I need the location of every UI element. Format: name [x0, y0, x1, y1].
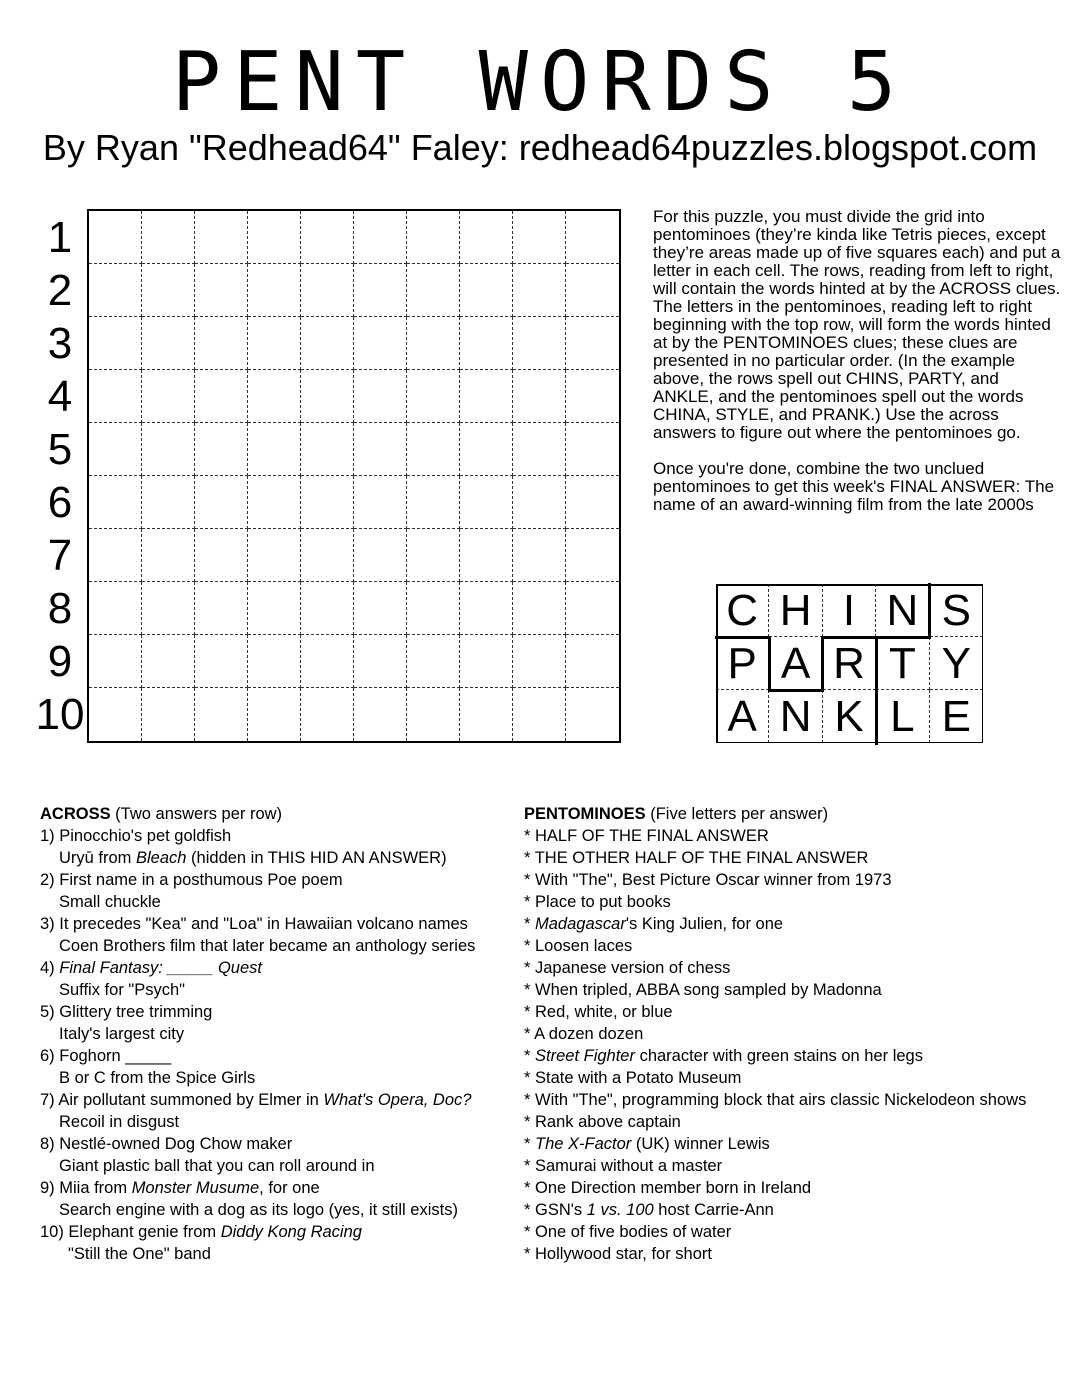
grid-cell[interactable]	[354, 264, 407, 317]
clue-text: * Samurai without a master	[524, 1157, 723, 1175]
grid-cell[interactable]	[89, 423, 142, 476]
clue-text: 6) Foghorn _____	[40, 1047, 172, 1065]
grid-cell[interactable]	[89, 476, 142, 529]
grid-cell[interactable]	[460, 688, 513, 741]
clue-text: * Loosen laces	[524, 937, 633, 955]
grid-cell[interactable]	[513, 476, 566, 529]
grid-cell[interactable]	[513, 635, 566, 688]
pentomino-border	[875, 636, 931, 639]
pentomino-border	[875, 636, 878, 692]
example-cell: P	[716, 637, 769, 690]
grid-cell[interactable]	[195, 317, 248, 370]
pentomino-clue	[524, 957, 1074, 979]
grid-cell[interactable]	[513, 582, 566, 635]
across-heading: ACROSS	[40, 805, 111, 823]
grid-cell[interactable]	[460, 370, 513, 423]
grid-cell[interactable]	[566, 635, 619, 688]
grid-cell[interactable]	[195, 476, 248, 529]
clue-text: Giant plastic ball that you can roll around in	[59, 1157, 375, 1175]
clue-text: *	[524, 915, 536, 933]
across-clues	[40, 803, 520, 1265]
example-cell: Y	[930, 637, 983, 690]
clue-text: 10) Elephant genie from	[40, 1223, 221, 1241]
grid-cell[interactable]	[195, 635, 248, 688]
across-clue	[40, 1133, 520, 1155]
grid-cell[interactable]	[301, 688, 354, 741]
clue-text: 9) Miia from	[40, 1179, 132, 1197]
clue-title-italic: 1 vs. 100	[586, 1201, 654, 1219]
grid-cell[interactable]	[566, 370, 619, 423]
grid-cell[interactable]	[407, 635, 460, 688]
example-cell: S	[930, 584, 983, 637]
grid-cell[interactable]	[354, 317, 407, 370]
grid-cell[interactable]	[301, 423, 354, 476]
row-number: 3	[47, 319, 73, 368]
pentomino-clue	[524, 847, 1074, 869]
grid-cell[interactable]	[460, 582, 513, 635]
pentomino-clue	[524, 1155, 1074, 1177]
pentomino-clue	[524, 1177, 1074, 1199]
clue-text: * Hollywood star, for short	[524, 1245, 712, 1263]
across-clue	[40, 957, 520, 979]
row-number: 5	[47, 425, 73, 474]
pentomino-border	[821, 636, 877, 639]
clue-text: 2) First name in a posthumous Poe poem	[40, 871, 343, 889]
pentomino-clue	[524, 935, 1074, 957]
grid-cell[interactable]	[513, 529, 566, 582]
clue-text: * Place to put books	[524, 893, 671, 911]
pentomino-border	[982, 584, 984, 743]
row-number: 8	[47, 584, 73, 633]
grid-cell[interactable]	[407, 582, 460, 635]
row-number: 7	[47, 531, 73, 580]
pentomino-clue	[524, 1221, 1074, 1243]
grid-cell[interactable]	[460, 476, 513, 529]
grid-cell[interactable]	[195, 264, 248, 317]
instructions	[653, 208, 1063, 532]
grid-cell[interactable]	[301, 317, 354, 370]
across-clue	[40, 1177, 520, 1199]
grid-cell[interactable]	[301, 582, 354, 635]
clue-text: "Still the One" band	[68, 1245, 211, 1263]
example-cell: C	[716, 584, 769, 637]
pentomino-clue	[524, 1045, 1074, 1067]
across-clue	[40, 1045, 520, 1067]
pentominoes-header	[524, 803, 1074, 825]
pentomino-clue	[524, 891, 1074, 913]
grid-cell[interactable]	[248, 688, 301, 741]
instructions-paragraph: For this puzzle, you must divide the grid into pentominoes (they’re kinda like Tetris pieces, except they’re areas made up of five squares each) and put a letter in each cell. The rows, reading from left to right, will contain the words hinted at by the ACROSS clues. The letters in the pentominoes, reading left to right beginning with the top row, will form the words hinted at by the PENTOMINOES clues; these clues are presented in no particular order. (In the example above, the rows spell out CHINS, PARTY, and ANKLE, and the pentominoes spell out the words CHINA, STYLE, and PRANK.) Use the across answers to figure out where the pentominoes go.	[653, 207, 1061, 442]
across-clue	[40, 1199, 520, 1221]
pentominoes-note: (Five letters per answer)	[645, 805, 829, 823]
across-clue	[40, 1089, 520, 1111]
grid-cell[interactable]	[566, 476, 619, 529]
example-cell: K	[823, 690, 876, 743]
across-clue	[40, 891, 520, 913]
across-clue	[40, 847, 520, 869]
grid-cell[interactable]	[566, 688, 619, 741]
grid-cell[interactable]	[566, 211, 619, 264]
grid-cell[interactable]	[301, 635, 354, 688]
across-clue	[40, 913, 520, 935]
clue-text: * State with a Potato Museum	[524, 1069, 742, 1087]
clue-text: host Carrie-Ann	[653, 1201, 774, 1219]
pentomino-border	[821, 636, 824, 692]
clue-text: (UK) winner Lewis	[631, 1135, 770, 1153]
example-cell: R	[823, 637, 876, 690]
grid-cell[interactable]	[407, 529, 460, 582]
grid-cell[interactable]	[195, 529, 248, 582]
grid-cell[interactable]	[354, 423, 407, 476]
grid-cell[interactable]	[407, 476, 460, 529]
clue-text: (hidden in THIS HID AN ANSWER)	[186, 849, 447, 867]
grid-cell[interactable]	[566, 317, 619, 370]
across-header	[40, 803, 520, 825]
example-cell: L	[876, 690, 929, 743]
clue-title-italic: Diddy Kong Racing	[220, 1223, 362, 1241]
grid-cell[interactable]	[566, 423, 619, 476]
across-clue	[40, 825, 520, 847]
clue-title-italic: Madagascar	[535, 915, 626, 933]
example-cell: T	[876, 637, 929, 690]
grid-cell[interactable]	[301, 370, 354, 423]
grid-cell[interactable]	[301, 529, 354, 582]
grid-cell[interactable]	[142, 211, 195, 264]
grid-cell[interactable]	[142, 476, 195, 529]
pentomino-clue	[524, 1199, 1074, 1221]
example-cell: I	[823, 584, 876, 637]
grid-cell[interactable]	[566, 582, 619, 635]
pentomino-clue	[524, 1243, 1074, 1265]
across-clue	[40, 935, 520, 957]
example-cell: E	[941, 692, 971, 741]
clue-text: Small chuckle	[59, 893, 161, 911]
row-number: 10	[35, 690, 85, 739]
pentomino-border	[768, 689, 824, 692]
grid-cell[interactable]	[248, 370, 301, 423]
across-clue	[40, 1155, 520, 1177]
grid-cell[interactable]	[407, 317, 460, 370]
grid-cell[interactable]	[566, 529, 619, 582]
clue-text: * One of five bodies of water	[524, 1223, 732, 1241]
pentomino-clue	[524, 1001, 1074, 1023]
clue-text: * A dozen dozen	[524, 1025, 644, 1043]
grid-cell[interactable]	[513, 317, 566, 370]
clue-text: * HALF OF THE FINAL ANSWER	[524, 827, 769, 845]
clue-text: * Red, white, or blue	[524, 1003, 673, 1021]
grid-cell[interactable]	[407, 211, 460, 264]
grid-cell[interactable]	[460, 211, 513, 264]
across-clue	[40, 1221, 520, 1243]
pentomino-border	[716, 584, 718, 743]
grid-cell[interactable]	[142, 688, 195, 741]
grid-cell[interactable]	[195, 211, 248, 264]
clue-text: 5) Glittery tree trimming	[40, 1003, 213, 1021]
across-note: (Two answers per row)	[110, 805, 283, 823]
pentomino-clue	[524, 913, 1074, 935]
grid-cell[interactable]	[248, 582, 301, 635]
pentomino-border	[928, 583, 931, 639]
pentomino-clue	[524, 1023, 1074, 1045]
grid-cell[interactable]	[407, 423, 460, 476]
grid-cell[interactable]	[354, 688, 407, 741]
across-clue	[40, 1023, 520, 1045]
pentomino-clue	[524, 1089, 1074, 1111]
grid-cell[interactable]	[513, 211, 566, 264]
grid-cell[interactable]	[248, 211, 301, 264]
pentomino-clue	[524, 825, 1074, 847]
grid-cell[interactable]	[301, 211, 354, 264]
clue-text: Search engine with a dog as its logo (yes, it still exists)	[59, 1201, 458, 1219]
grid-cell[interactable]	[89, 370, 142, 423]
example-cell: N	[876, 584, 929, 637]
clue-text: * When tripled, ABBA song sampled by Madonna	[524, 981, 882, 999]
grid-cell[interactable]	[89, 529, 142, 582]
pentomino-clue	[524, 869, 1074, 891]
grid-cell[interactable]	[142, 317, 195, 370]
instructions-paragraph: Once you're done, combine the two unclued pentominoes to get this week's FINAL ANSWER: The name of an award-winning film from the late 2000s	[653, 459, 1055, 514]
pentomino-border	[875, 689, 878, 745]
grid-cell[interactable]	[89, 317, 142, 370]
grid-cell[interactable]	[142, 582, 195, 635]
grid-cell[interactable]	[142, 370, 195, 423]
clue-text: * Japanese version of chess	[524, 959, 731, 977]
clue-text: 3) It precedes "Kea" and "Loa" in Hawaiian volcano names	[40, 915, 468, 933]
clue-title-italic: What's Opera, Doc?	[323, 1091, 472, 1109]
grid-cell[interactable]	[407, 264, 460, 317]
across-clue	[40, 1243, 520, 1265]
grid-cell[interactable]	[142, 264, 195, 317]
grid-cell[interactable]	[354, 211, 407, 264]
clue-text: 1) Pinocchio's pet goldfish	[40, 827, 232, 845]
grid-cell[interactable]	[460, 264, 513, 317]
puzzle-title: PENT WORDS 5	[171, 35, 909, 130]
grid-cell[interactable]	[301, 476, 354, 529]
clue-text: 's King Julien, for one	[625, 915, 784, 933]
grid-cell[interactable]	[142, 423, 195, 476]
grid-cell[interactable]	[460, 635, 513, 688]
grid-cell[interactable]	[89, 635, 142, 688]
clue-title-italic: Monster Musume	[131, 1179, 260, 1197]
grid-cell[interactable]	[407, 370, 460, 423]
across-clue	[40, 1111, 520, 1133]
grid-cell[interactable]	[195, 688, 248, 741]
row-number: 6	[47, 478, 73, 527]
grid-cell[interactable]	[513, 370, 566, 423]
grid-cell[interactable]	[407, 688, 460, 741]
clue-text: Recoil in disgust	[59, 1113, 180, 1131]
clue-text: *	[524, 1135, 536, 1153]
clue-text: , for one	[259, 1179, 320, 1197]
grid-cell[interactable]	[195, 370, 248, 423]
clue-text: *	[524, 1047, 536, 1065]
clue-text: character with green stains on her legs	[634, 1047, 923, 1065]
pentomino-border	[768, 636, 771, 692]
clue-text: * THE OTHER HALF OF THE FINAL ANSWER	[524, 849, 869, 867]
grid-cell[interactable]	[248, 423, 301, 476]
grid-cell[interactable]	[195, 423, 248, 476]
grid-cell[interactable]	[354, 582, 407, 635]
grid-cell[interactable]	[248, 529, 301, 582]
example-grid	[716, 584, 983, 743]
grid-cell[interactable]	[142, 529, 195, 582]
row-number: 1	[47, 213, 73, 262]
grid-cell[interactable]	[142, 635, 195, 688]
pentomino-clue	[524, 1133, 1074, 1155]
pentomino-border	[715, 636, 771, 639]
clue-text: B or C from the Spice Girls	[59, 1069, 256, 1087]
clue-title-italic: Street Fighter	[535, 1047, 635, 1065]
grid-cell[interactable]	[513, 264, 566, 317]
clue-text: Coen Brothers film that later became an anthology series	[59, 937, 476, 955]
across-clue	[40, 979, 520, 1001]
clue-text: * With "The", Best Picture Oscar winner from 1973	[524, 871, 892, 889]
pentomino-border	[716, 742, 983, 744]
grid-cell[interactable]	[301, 264, 354, 317]
grid-cell[interactable]	[460, 529, 513, 582]
row-number: 4	[47, 372, 73, 421]
across-clue	[40, 869, 520, 891]
across-clue	[40, 1067, 520, 1089]
clue-title-italic: The X-Factor	[535, 1135, 632, 1153]
pentomino-clue	[524, 979, 1074, 1001]
grid-cell[interactable]	[248, 264, 301, 317]
clue-title-italic: Bleach	[136, 849, 187, 867]
clue-text: * GSN's	[524, 1201, 587, 1219]
grid-cell[interactable]	[248, 635, 301, 688]
clue-title-italic: Final Fantasy: _____ Quest	[59, 959, 262, 977]
clue-text: * Rank above captain	[524, 1113, 681, 1131]
clue-text: 8) Nestlé-owned Dog Chow maker	[40, 1135, 293, 1153]
example-cell: A	[716, 690, 769, 743]
grid-cell[interactable]	[354, 529, 407, 582]
example-cell: N	[769, 690, 822, 743]
grid-cell[interactable]	[460, 317, 513, 370]
row-number: 2	[47, 266, 73, 315]
row-number: 9	[47, 637, 73, 686]
grid-cell[interactable]	[195, 582, 248, 635]
example-cell: H	[769, 584, 822, 637]
grid-cell[interactable]	[354, 476, 407, 529]
pentomino-clue	[524, 1111, 1074, 1133]
puzzle-grid	[87, 209, 621, 743]
pentominoes-heading: PENTOMINOES	[524, 805, 646, 823]
grid-cell[interactable]	[248, 476, 301, 529]
grid-cell[interactable]	[89, 264, 142, 317]
clue-text: * With "The", programming block that airs classic Nickelodeon shows	[524, 1091, 1027, 1109]
clue-text: Italy's largest city	[59, 1025, 185, 1043]
puzzle-byline: By Ryan "Redhead64" Faley: redhead64puzzles.blogspot.com	[42, 127, 1038, 168]
grid-cell[interactable]	[513, 688, 566, 741]
across-clue	[40, 1001, 520, 1023]
grid-cell[interactable]	[566, 264, 619, 317]
grid-cell[interactable]	[89, 211, 142, 264]
grid-cell[interactable]	[248, 317, 301, 370]
grid-cell[interactable]	[89, 688, 142, 741]
grid-cell[interactable]	[354, 370, 407, 423]
pentomino-clue	[524, 1067, 1074, 1089]
grid-cell[interactable]	[354, 635, 407, 688]
grid-cell[interactable]	[513, 423, 566, 476]
example-cell: A	[769, 637, 822, 690]
clue-text: * One Direction member born in Ireland	[524, 1179, 812, 1197]
pentomino-clues	[524, 803, 1074, 1265]
clue-text: 7) Air pollutant summoned by Elmer in	[40, 1091, 324, 1109]
clue-text: Uryū from	[59, 849, 137, 867]
clue-text: Suffix for "Psych"	[59, 981, 186, 999]
grid-cell[interactable]	[460, 423, 513, 476]
pentomino-border	[716, 584, 983, 586]
grid-cell[interactable]	[89, 582, 142, 635]
clue-text: 4)	[40, 959, 60, 977]
